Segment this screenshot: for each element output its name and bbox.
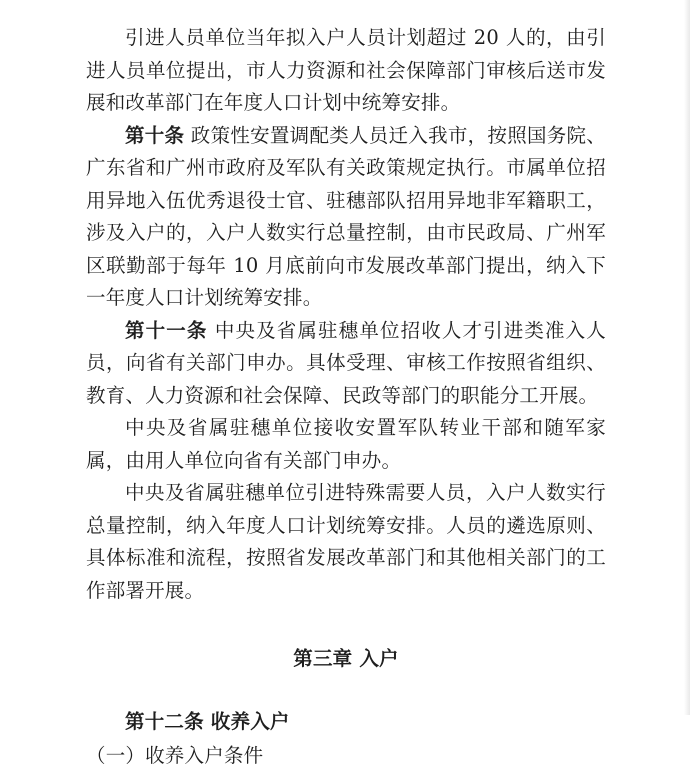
article-10-text: 政策性安置调配类人员迁入我市，按照国务院、广东省和广州市政府及军队有关政策规定执行。市属单位招用异地入伍优秀退役士官、驻穗部队招用异地非军籍职工，涉及入户的，入户人数实行总量控制，由市民政局、广州军区联勤部于每年 10 月底前向市发展改革部门提出，纳入下一年度人口计划统筹安排。 xyxy=(86,123,606,309)
item-adoption-conditions: （一）收养入户条件 xyxy=(86,744,264,767)
article-11-text: 中央及省属驻穗单位招收人才引进类准入人员，向省有关部门申办。具体受理、审核工作按照省组织、教育、人力资源和社会保障、民政等部门的职能分工开展。 xyxy=(86,318,606,407)
page-edge-shadow xyxy=(684,0,690,715)
document-body xyxy=(86,22,606,773)
paragraph-quota-20: 引进人员单位当年拟入户人员计划超过 20 人的，由引进人员单位提出，市人力资源和社会保障部门审核后送市发展和改革部门在年度人口计划中统筹安排。 xyxy=(86,26,606,114)
article-11-label: 第十一条 xyxy=(125,318,208,342)
article-10-label: 第十条 xyxy=(125,123,185,147)
article-10 xyxy=(86,120,606,315)
paragraph-central-military: 中央及省属驻穗单位接收安置军队转业干部和随军家属，由用人单位向省有关部门申办。 xyxy=(86,416,606,472)
paragraph-central-special: 中央及省属驻穗单位引进特殊需要人员，入户人数实行总量控制，纳入年度人口计划统筹安排。人员的遴选原则、具体标准和流程，按照省发展改革部门和其他相关部门的工作部署开展。 xyxy=(86,481,606,602)
article-11 xyxy=(86,315,606,413)
article-12-heading: 第十二条 收养入户 xyxy=(125,709,290,733)
chapter-heading: 第三章 入户 xyxy=(293,647,399,670)
